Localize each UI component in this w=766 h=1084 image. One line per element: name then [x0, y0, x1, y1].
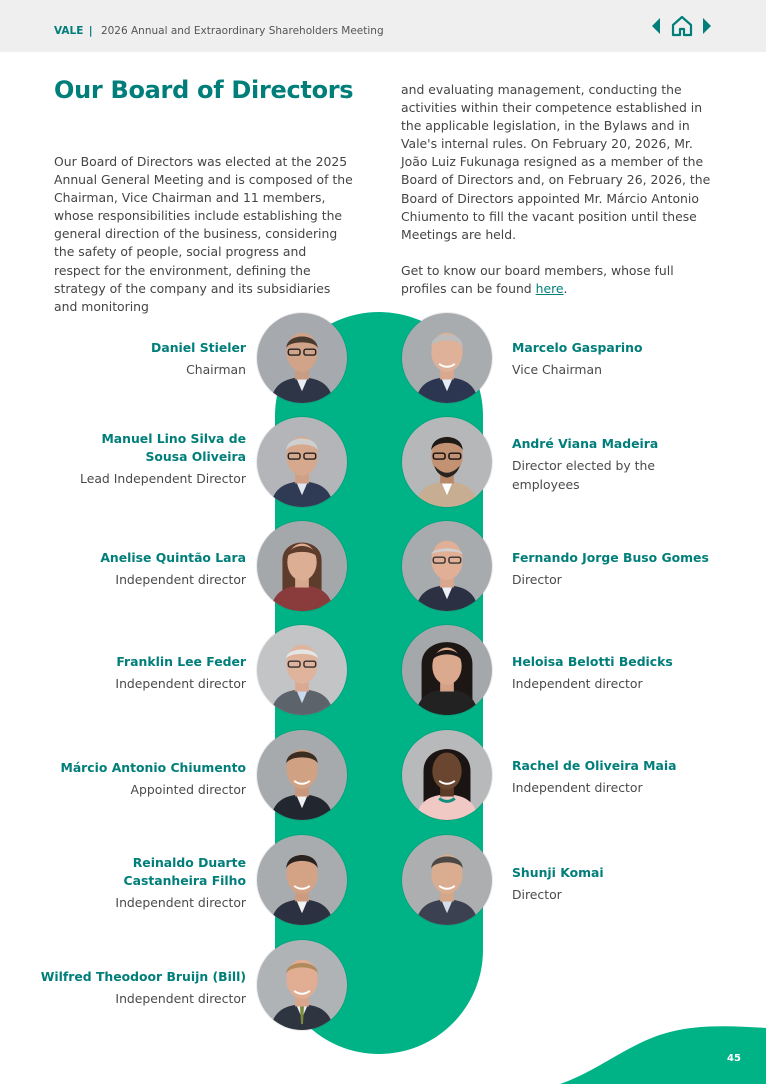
board-member-entry	[512, 549, 732, 590]
portrait-photo	[256, 834, 348, 926]
portrait-photo	[256, 312, 348, 404]
member-name: Rachel de Oliveira Maia	[512, 758, 677, 773]
intro-paragraph-left: Our Board of Directors was elected at the 2025 Annual General Meeting and is composed of the Chairman, Vice Chairman and 11 members, whose responsibilities include establishing the general direction of the business, considering the safety of people, social progress and respect for the environment, defining the strategy of the company and its subsidiaries and monitoring	[54, 154, 353, 314]
member-name: Márcio Antonio Chiumento	[60, 760, 246, 775]
board-member-entry	[36, 653, 246, 694]
member-name: Anelise Quintão Lara	[100, 550, 246, 565]
member-name: Marcelo Gasparino	[512, 340, 643, 355]
member-name: Heloisa Belotti Bedicks	[512, 654, 673, 669]
profiles-text-end: .	[563, 281, 568, 297]
member-name: Wilfred Theodoor Bruijn (Bill)	[40, 969, 246, 984]
board-member-entry	[512, 339, 732, 380]
board-member-entry	[512, 653, 732, 694]
member-name: Reinaldo Duarte Castanheira Filho	[123, 855, 246, 888]
board-member-entry	[36, 430, 246, 489]
portrait-photo	[401, 312, 493, 404]
profiles-text: Get to know our board members, whose full profiles can be found	[401, 263, 674, 297]
profiles-link[interactable]: here	[535, 281, 564, 297]
board-member-entry	[512, 864, 732, 905]
member-role: Vice Chairman	[512, 362, 602, 377]
intro-paragraph-right: and evaluating management, conducting the activities within their competence established in the applicable legislation, in the Bylaws and in Vale's internal rules. On February 20, 2026, Mr. João Luiz Fukunaga resigned as a member of the Board of Directors and, on February 26, 2026, the Board of Directors appointed Mr. Márcio Antonio Chiumento to fill the vacant position until these Meetings are held.	[401, 82, 711, 242]
portrait-photo	[256, 624, 348, 716]
member-name: Franklin Lee Feder	[116, 654, 246, 669]
document-title: 2026 Annual and Extraordinary Shareholders Meeting	[100, 25, 384, 37]
member-role: Director	[512, 887, 562, 902]
board-member-entry	[36, 854, 246, 913]
board-member-entry	[36, 339, 246, 380]
page-title: Our Board of Directors	[54, 76, 354, 104]
profiles-paragraph	[401, 262, 711, 298]
portrait-photo	[401, 624, 493, 716]
portrait-photo	[256, 729, 348, 821]
board-member-entry	[36, 549, 246, 590]
page-number: 45	[727, 1053, 741, 1064]
home-icon[interactable]	[670, 14, 694, 38]
portrait-photo	[401, 834, 493, 926]
board-member-entry	[36, 759, 246, 800]
member-role: Appointed director	[130, 782, 246, 797]
member-role: Independent director	[512, 676, 643, 691]
member-role: Director elected by the employees	[512, 458, 655, 492]
member-name: André Viana Madeira	[512, 436, 659, 451]
portrait-photo	[256, 520, 348, 612]
portrait-photo	[256, 416, 348, 508]
member-role: Director	[512, 572, 562, 587]
portrait-photo	[256, 939, 348, 1031]
brand-name: VALE	[54, 25, 84, 37]
member-role: Independent director	[115, 895, 246, 910]
member-name: Shunji Komai	[512, 865, 604, 880]
next-page-arrow-icon[interactable]	[701, 14, 713, 38]
board-member-entry	[6, 968, 246, 1009]
footer-wave-shape	[560, 1020, 766, 1084]
header-separator: |	[88, 25, 93, 37]
document-header	[54, 25, 384, 37]
member-role: Chairman	[186, 362, 246, 377]
previous-page-arrow-icon[interactable]	[650, 14, 662, 38]
board-member-entry	[512, 757, 732, 798]
member-role: Independent director	[115, 991, 246, 1006]
portrait-photo	[401, 729, 493, 821]
member-role: Independent director	[115, 572, 246, 587]
member-role: Lead Independent Director	[80, 471, 246, 486]
portrait-photo	[401, 520, 493, 612]
member-name: Manuel Lino Silva de Sousa Oliveira	[101, 431, 246, 464]
portrait-photo	[401, 416, 493, 508]
member-role: Independent director	[115, 676, 246, 691]
header-bar	[0, 0, 766, 52]
member-name: Fernando Jorge Buso Gomes	[512, 550, 709, 565]
member-name: Daniel Stieler	[151, 340, 246, 355]
member-role: Independent director	[512, 780, 643, 795]
board-member-entry	[512, 435, 672, 494]
